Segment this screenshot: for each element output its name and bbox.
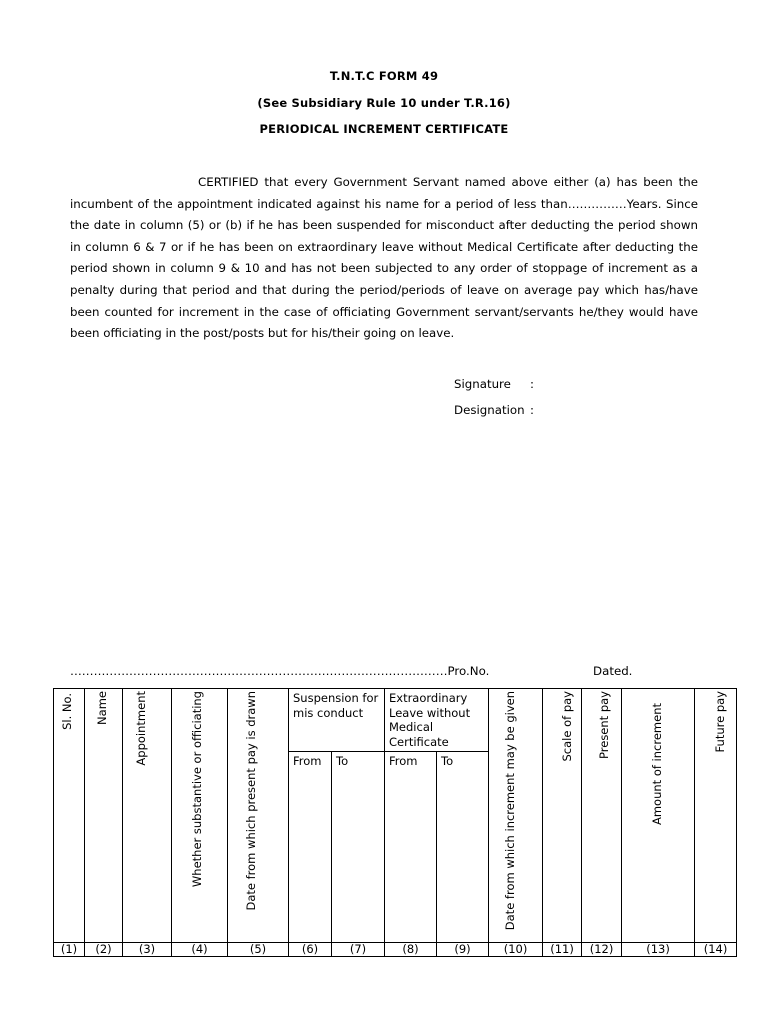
col-header-amount-increment: Amount of increment <box>622 689 695 943</box>
col-number: (14) <box>695 943 737 957</box>
column-number-row <box>54 943 737 957</box>
certificate-text: CERTIFIED that every Government Servant named above either (a) has been the incumbent of the appointment indicated against his name for a period of less than……………Years. Since the date in column (5) or (b) if he has been suspended for misconduct after deducting the period shown in column 6 & 7 or if he has been on extraordinary leave without Medical Certificate after deducting the period shown in column 9 & 10 and has not been subjected to any order of stoppage of increment as a penalty during that period and that during the period/periods of leave on average pay which has/have been counted for increment in the case of officiating Government servant/servants he/they would have been officiating in the post/posts but for his/their going on leave. <box>70 175 698 341</box>
designation-label: Designation <box>454 403 525 417</box>
certificate-title: PERIODICAL INCREMENT CERTIFICATE <box>259 122 509 136</box>
leave-to: To <box>437 752 489 943</box>
col-header-name: Name <box>85 689 123 943</box>
leave-from: From <box>385 752 437 943</box>
col-number: (4) <box>172 943 228 957</box>
col-number: (8) <box>385 943 437 957</box>
rule-reference: (See Subsidiary Rule 10 under T.R.16) <box>257 96 511 110</box>
col-header-future-pay: Future pay <box>695 689 737 943</box>
col-number: (10) <box>489 943 543 957</box>
dated-label: Dated. <box>593 664 633 678</box>
col-header-date-increment: Date from which increment may be given <box>489 689 543 943</box>
certificate-body <box>70 172 698 345</box>
col-number: (1) <box>54 943 85 957</box>
col-header-appointment: Appointment <box>123 689 172 943</box>
col-number: (3) <box>123 943 172 957</box>
signature-label: Signature <box>454 377 511 391</box>
designation-line <box>454 403 534 417</box>
col-number: (6) <box>289 943 332 957</box>
col-number: (7) <box>332 943 385 957</box>
form-title: T.N.T.C FORM 49 <box>329 69 439 83</box>
col-header-extraordinary-leave: Extraordinary Leave without Medical Certificate <box>385 689 489 752</box>
col-number: (5) <box>228 943 289 957</box>
col-number: (11) <box>543 943 582 957</box>
col-header-scale-of-pay: Scale of pay <box>543 689 582 943</box>
col-header-substantive: Whether substantive or officiating <box>172 689 228 943</box>
signature-line <box>454 377 534 391</box>
col-header-present-pay: Present pay <box>582 689 622 943</box>
signature-separator: : <box>530 377 534 391</box>
col-number: (9) <box>437 943 489 957</box>
col-header-suspension: Suspension for mis conduct <box>289 689 385 752</box>
pro-no-line: ……………………………………………………………………………………Pro.No. <box>70 664 490 678</box>
col-header-date-present-pay: Date from which present pay is drawn <box>228 689 289 943</box>
col-number: (2) <box>85 943 123 957</box>
col-number: (13) <box>622 943 695 957</box>
col-header-sl-no: Sl. No. <box>54 689 85 943</box>
suspension-to: To <box>332 752 385 943</box>
suspension-from: From <box>289 752 332 943</box>
col-number: (12) <box>582 943 622 957</box>
designation-separator: : <box>530 403 534 417</box>
increment-table <box>53 688 737 957</box>
